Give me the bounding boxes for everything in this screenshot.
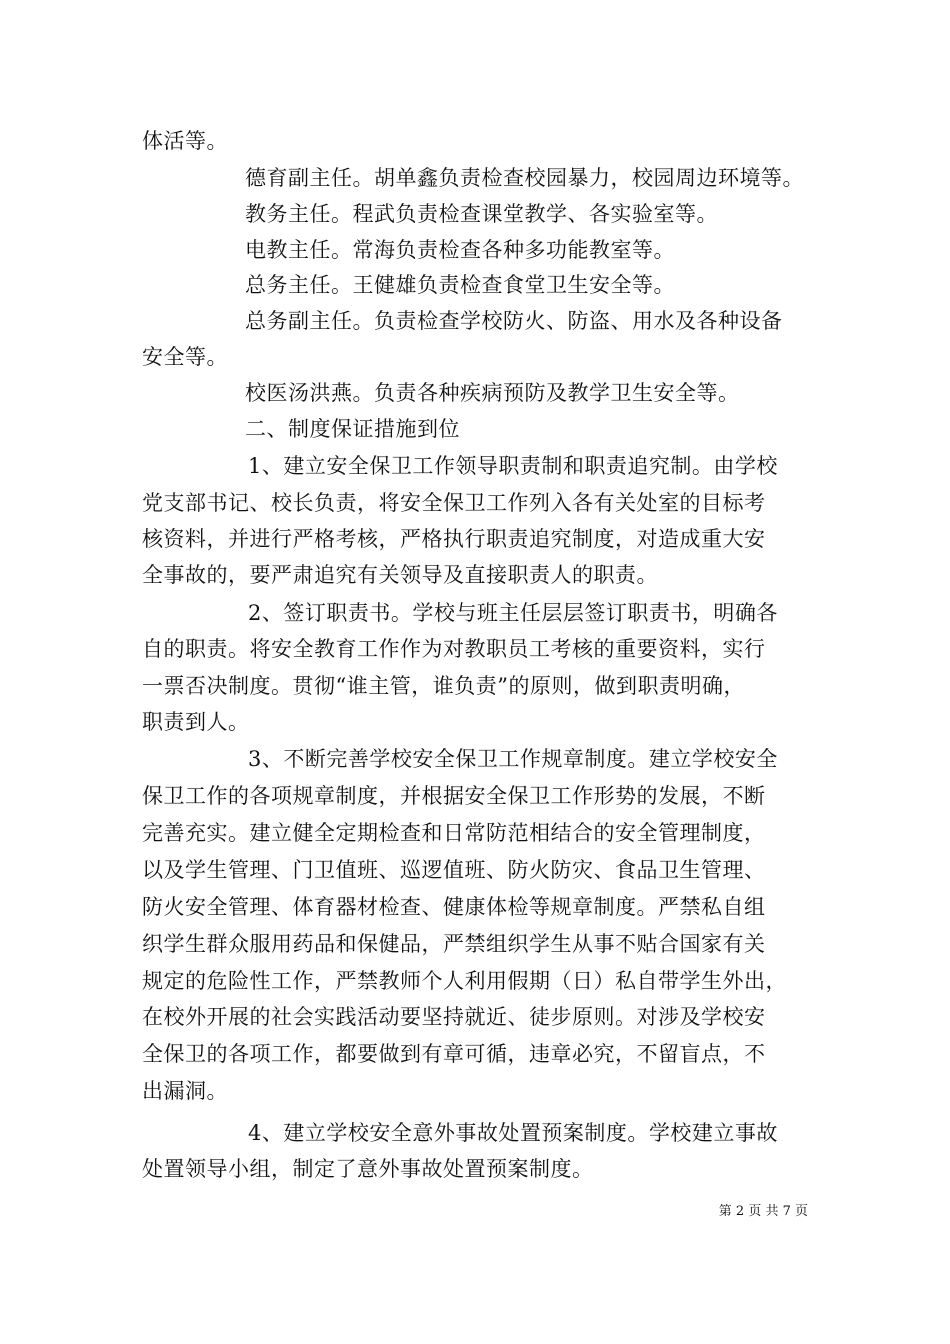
text-line: 总务副主任。负责检查学校防火、防盗、用水及各种设备 (245, 309, 783, 333)
text-line: 一票否决制度。贯彻“谁主管，谁负责”的原则，做到职责明确， (142, 674, 745, 698)
text-line: 4、建立学校安全意外事故处置预案制度。学校建立事故 (248, 1121, 778, 1145)
text-line: 全事故的，要严肃追究有关领导及直接职责人的职责。 (142, 563, 658, 587)
page-number-footer: 第 2 页 共 7 页 (718, 1204, 808, 1219)
text-line: 校医汤洪燕。负责各种疾病预防及教学卫生安全等。 (245, 381, 740, 405)
text-line: 3、不断完善学校安全保卫工作规章制度。建立学校安全 (248, 747, 778, 771)
text-line: 保卫工作的各项规章制度，并根据安全保卫工作形势的发展，不断 (142, 784, 766, 808)
text-line: 总务主任。王健雄负责检查食堂卫生安全等。 (245, 273, 675, 297)
text-line: 党支部书记、校长负责，将安全保卫工作列入各有关处室的目标考 (142, 491, 766, 515)
text-line: 教务主任。程武负责检查课堂教学、各实验室等。 (245, 202, 718, 226)
text-line: 2、签订职责书。学校与班主任层层签订职责书，明确各 (248, 601, 778, 625)
text-line: 以及学生管理、门卫值班、巡逻值班、防火防灾、食品卫生管理、 (142, 858, 766, 882)
text-line: 规定的危险性工作，严禁教师个人利用假期（日）私自带学生外出， (142, 969, 787, 993)
text-line: 德育副主任。胡单鑫负责检查校园暴力，校园周边环境等。 (245, 166, 804, 190)
text-line: 完善充实。建立健全定期检查和日常防范相结合的安全管理制度， (142, 821, 766, 845)
text-line: 处置领导小组，制定了意外事故处置预案制度。 (142, 1157, 594, 1181)
text-line: 核资料，并进行严格考核，严格执行职责追究制度，对造成重大安 (142, 527, 766, 551)
text-line: 职责到人。 (142, 710, 250, 734)
text-line: 全保卫的各项工作，都要做到有章可循，违章必究，不留盲点，不 (142, 1042, 766, 1066)
text-line: 防火安全管理、体育器材检查、健康体检等规章制度。严禁私自组 (142, 895, 766, 919)
text-line: 织学生群众服用药品和保健品，严禁组织学生从事不贴合国家有关 (142, 932, 766, 956)
section-heading: 二、制度保证措施到位 (245, 417, 460, 441)
text-line: 1、建立安全保卫工作领导职责制和职责追究制。由学校 (248, 454, 778, 478)
text-line: 自的职责。将安全教育工作作为对教职员工考核的重要资料，实行 (142, 637, 766, 661)
text-line: 安全等。 (142, 345, 228, 369)
text-line: 出漏洞。 (142, 1079, 228, 1103)
text-line: 在校外开展的社会实践活动要坚持就近、徒步原则。对涉及学校安 (142, 1005, 766, 1029)
text-line: 体活等。 (142, 129, 228, 153)
text-line: 电教主任。常海负责检查各种多功能教室等。 (245, 238, 675, 262)
